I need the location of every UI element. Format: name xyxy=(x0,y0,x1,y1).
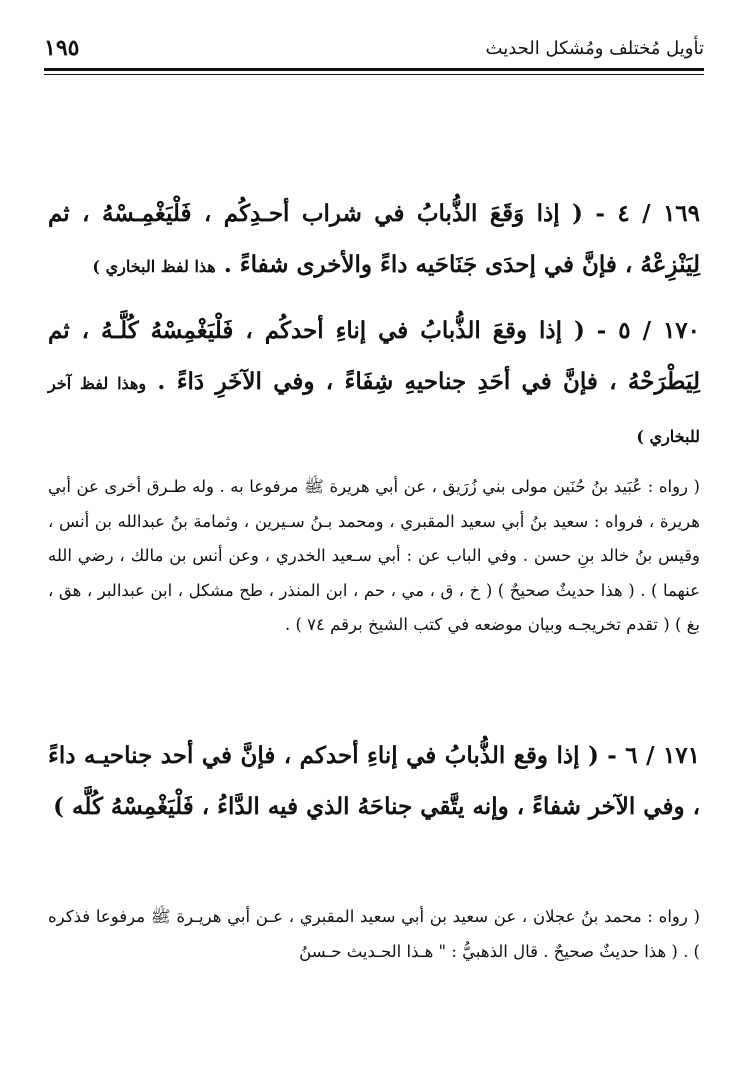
page-number: ١٩٥ xyxy=(44,35,80,61)
takhrij-170 xyxy=(48,470,700,643)
page-header xyxy=(44,30,704,66)
hadith-170-text: ١٧٠ / ٥ - ( إذا وقعَ الذُّبابُ في إناءِ أحدكُم ، فَلْيَغْمِسْهُ كُلَّـهُ ، ثم لِيَطْرَحْهُ ، فإنَّ في أحَدِ جناحيهِ شِفَاءً ، وفي الآخَرِ دَاءً . xyxy=(48,317,700,395)
hadith-170 xyxy=(48,305,700,462)
header-rule-thin xyxy=(44,74,704,75)
running-title: تأويل مُختلف ومُشكل الحديث xyxy=(485,37,704,59)
hadith-171-text: ١٧١ / ٦ - ( إذا وقع الذُّبابُ في إناءِ أحدكم ، فإنَّ في أحد جناحيـه داءً ، وفي الآخر شفاءً ، وإنه يتَّقي جناحَهُ الذي فيه الدَّاءُ ، فَلْيَغْمِسْهُ كُلَّه ) xyxy=(48,742,700,820)
takhrij-170-text: ( رواه : عُبَيد بنُ حُنَين مولى بني زُرَيق ، عن أبي هريرة ﷺ مرفوعا به . وله طـرق أخرى عن أبي هريرة ، فرواه : سعيد بنُ أبي سعيد المقبري ، ومحمد بـنُ سـيرين ، وثمامة بنُ عبدالله بن أنس ، وقيس بنُ خالد بنِ حسن . وفي الباب عن : أبي سـعيد الخدري ، وعن أنس بن مالك ، رضي الله عنهما ) . ( هذا حديثٌ صحيحٌ ) ( خ ، ق ، مي ، حم ، ابن المنذر ، طح مشكل ، ابن عبدالبر ، هق ، بغ ) ( تقدم تخريجـه وبيان موضعه في كتب الشيخ برقم ٧٤ ) . xyxy=(48,477,700,634)
takhrij-171-text: ( رواه : محمد بنُ عجلان ، عن سعيد بن أبي سعيد المقبري ، عـن أبي هريـرة ﷺ مرفوعا فذكره ) . ( هذا حديثٌ صحيحٌ . قال الذهبيُّ : " هـذا الحـديث حـسنُ xyxy=(48,907,700,961)
hadith-171 xyxy=(48,730,700,832)
takhrij-171 xyxy=(48,900,700,969)
hadith-169-source-note: هذا لفظ البخاري ) xyxy=(92,257,216,276)
hadith-169-text: ١٦٩ / ٤ - ( إذا وَقَعَ الذُّبابُ في شراب أحـدِكُم ، فَلْيَغْمِـسْهُ ، ثم لِيَنْزِعْهُ ، فإنَّ في إحدَى جَنَاحَيه داءً والأخرى شفاءً . xyxy=(48,200,700,278)
header-rule-thick xyxy=(44,68,704,71)
hadith-170-source-note: وهذا لفظ آخر للبخاري ) xyxy=(48,374,700,446)
hadith-169 xyxy=(48,188,700,292)
